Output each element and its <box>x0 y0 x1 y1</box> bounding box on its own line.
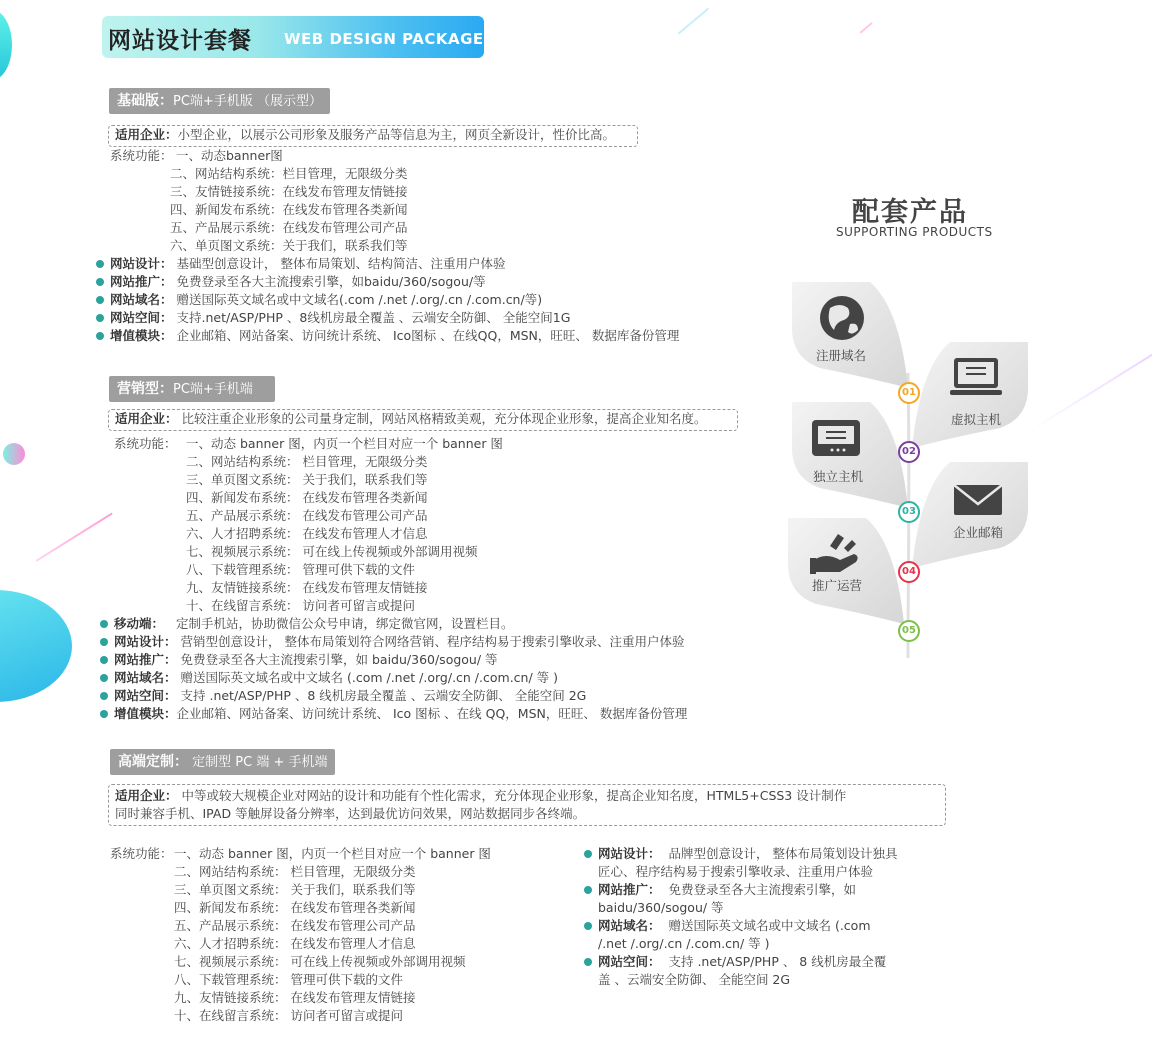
step-number: 02 <box>898 441 920 463</box>
bullet-label: 网站设计： <box>114 634 177 649</box>
function-item: 二、网站结构系统： 栏目管理，无限级分类 <box>186 454 428 469</box>
marketing-bullet <box>114 615 513 633</box>
basic-bullet <box>110 255 505 273</box>
marketing-bullet <box>114 669 558 687</box>
function-item: 三、单页图文系统： 关于我们，联系我们等 <box>174 882 416 897</box>
function-item: 一、动态banner图 <box>176 148 283 163</box>
bullet-text: 支持.net/ASP/PHP 、8线机房最全覆盖 、云端安全防御、 全能空间1G <box>176 310 571 325</box>
step-number: 01 <box>898 382 920 404</box>
function-item: 五、产品展示系统：在线发布管理公司产品 <box>170 220 408 235</box>
bullet-text: 定制手机站，协助微信公众号申请，绑定微官网，设置栏目。 <box>175 616 514 631</box>
bullet-label: 网站推广： <box>114 652 177 667</box>
bullet-text: 支持 .net/ASP/PHP 、8 线机房最全覆盖 、云端安全防御、 全能空间 2G <box>180 688 587 703</box>
basic-bullet <box>110 273 486 291</box>
product-label: 虚拟主机 <box>951 412 1002 427</box>
bullet-text: /.net /.org/.cn /.com.cn/ 等 ) <box>598 936 770 951</box>
function-item: 四、新闻发布系统： 在线发布管理各类新闻 <box>174 900 416 915</box>
bullet-label: 移动端： <box>114 616 165 631</box>
function-item: 五、产品展示系统： 在线发布管理公司产品 <box>174 918 416 933</box>
bullet-text: 企业邮箱、网站备案、访问统计系统、 Ico 图标 、在线 QQ，MSN，旺旺、 数据库备份管理 <box>176 706 688 721</box>
decor-line <box>1029 335 1152 432</box>
bullet-label: 网站推广： <box>598 882 661 897</box>
marketing-bullet <box>114 651 498 669</box>
basic-bullet <box>110 327 679 345</box>
function-item: 五、产品展示系统： 在线发布管理公司产品 <box>186 508 428 523</box>
suit-text: 小型企业，以展示公司形象及服务产品等信息为主，网页全新设计，性价比高。 <box>177 127 616 142</box>
suit-text: 同时兼容手机、IPAD 等触屏设备分辨率，达到最优访问效果，网站数据同步各终端。 <box>115 806 586 821</box>
bullet-text: 免费登录至各大主流搜索引擎，如baidu/360/sogou/等 <box>176 274 486 289</box>
function-item: 九、友情链接系统： 在线发布管理友情链接 <box>186 580 428 595</box>
function-item: 四、新闻发布系统：在线发布管理各类新闻 <box>170 202 408 217</box>
marketing-suitable-box <box>108 409 738 431</box>
function-item: 六、人才招聘系统： 在线发布管理人才信息 <box>186 526 428 541</box>
step-number: 03 <box>898 501 920 523</box>
custom-bullet <box>598 953 886 971</box>
bullet-label: 网站空间： <box>110 310 173 325</box>
custom-package-tag <box>110 749 335 775</box>
bullet-label: 增值模块： <box>110 328 173 343</box>
main-subtitle: WEB DESIGN PACKAGE <box>284 30 484 48</box>
bullet-text: 营销型创意设计， 整体布局策划符合网络营销、程序结构易于搜索引擎收录、注重用户体验 <box>180 634 685 649</box>
function-item: 一、动态 banner 图，内页一个栏目对应一个 banner 图 <box>174 846 491 861</box>
basic-suitable-box <box>108 125 638 147</box>
bullet-text: 赠送国际英文域名或中文域名 (.com /.net /.org/.cn /.com.cn/ 等 ) <box>180 670 558 685</box>
product-label: 独立主机 <box>813 469 864 484</box>
function-item: 六、人才招聘系统： 在线发布管理人才信息 <box>174 936 416 951</box>
marketing-bullet <box>114 687 586 705</box>
bullet-text: 企业邮箱、网站备案、访问统计系统、 Ico图标 、在线QQ，MSN，旺旺、 数据库备份管理 <box>176 328 680 343</box>
step-number: 04 <box>898 561 920 583</box>
decor-line <box>35 512 112 561</box>
decor-line <box>677 8 709 35</box>
function-item: 八、下载管理系统： 管理可供下载的文件 <box>174 972 403 987</box>
leaf <box>788 518 904 624</box>
bullet-text: baidu/360/sogou/ 等 <box>598 900 724 915</box>
function-item: 十、在线留言系统： 访问者可留言或提问 <box>174 1008 403 1023</box>
bullet-label: 网站空间： <box>598 954 661 969</box>
function-item: 十、在线留言系统： 访问者可留言或提问 <box>186 598 415 613</box>
custom-suitable-box <box>108 784 946 826</box>
suit-label: 适用企业： <box>115 788 178 803</box>
server-icon <box>812 420 860 456</box>
custom-bullet <box>598 845 897 863</box>
suit-text: 比较注重企业形象的公司量身定制，网站风格精致美观，充分体现企业形象，提高企业知名度。 <box>181 411 707 426</box>
mail-icon <box>954 485 1002 515</box>
tag-desc: 定制型 PC 端 + 手机端 <box>192 755 328 770</box>
func-label: 系统功能： <box>110 846 173 861</box>
function-item: 二、网站结构系统：栏目管理，无限级分类 <box>170 166 408 181</box>
bullet-label: 网站设计： <box>110 256 173 271</box>
marketing-bullet <box>114 633 684 651</box>
function-item: 一、动态 banner 图，内页一个栏目对应一个 banner 图 <box>186 436 503 451</box>
tag-desc: PC端+手机版 （展示型） <box>173 94 322 109</box>
function-item: 七、视频展示系统： 可在线上传视频或外部调用视频 <box>186 544 478 559</box>
basic-package-tag <box>109 88 330 114</box>
function-item: 六、单页图文系统：关于我们，联系我们等 <box>170 238 408 253</box>
bullet-label: 网站设计： <box>598 846 661 861</box>
bullet-label: 网站域名： <box>114 670 177 685</box>
decor-circle-large <box>0 590 72 702</box>
main-title-banner <box>102 16 484 58</box>
bullet-text: 赠送国际英文域名或中文域名 (.com <box>668 918 871 933</box>
suit-text: 中等或较大规模企业对网站的设计和功能有个性化需求，充分体现企业形象，提高企业知名度，HTML5+CSS3 设计制作 <box>181 788 847 803</box>
product-label: 企业邮箱 <box>953 525 1004 540</box>
function-item: 三、友情链接系统：在线发布管理友情链接 <box>170 184 408 199</box>
bullet-label: 网站域名： <box>110 292 173 307</box>
bullet-label: 网站域名： <box>598 918 661 933</box>
basic-bullet <box>110 309 570 327</box>
bullet-text: 支持 .net/ASP/PHP 、 8 线机房最全覆 <box>668 954 887 969</box>
tag-desc: PC端+手机端 <box>173 382 253 397</box>
products-title: 配套产品 <box>852 197 968 228</box>
marketing-package-tag <box>109 376 275 402</box>
marketing-bullet <box>114 705 687 723</box>
func-label: 系统功能： <box>110 148 173 163</box>
step-number: 05 <box>898 620 920 642</box>
function-item: 八、下载管理系统： 管理可供下载的文件 <box>186 562 415 577</box>
tag-name: 基础版： <box>117 93 173 109</box>
bullet-text: 匠心、程序结构易于搜索引擎收录、注重用户体验 <box>598 864 874 879</box>
custom-bullet <box>598 917 871 935</box>
decor-circle-top <box>0 10 12 80</box>
suit-label: 适用企业： <box>115 127 178 142</box>
bullet-text: 品牌型创意设计， 整体布局策划设计独具 <box>668 846 898 861</box>
bullet-text: 免费登录至各大主流搜索引擎，如 <box>668 882 856 897</box>
product-label: 注册域名 <box>816 348 867 363</box>
function-item: 九、友情链接系统： 在线发布管理友情链接 <box>174 990 416 1005</box>
bullet-text: 基础型创意设计， 整体布局策划、结构简洁、注重用户体验 <box>176 256 506 271</box>
bullet-label: 网站空间： <box>114 688 177 703</box>
function-item: 七、视频展示系统： 可在线上传视频或外部调用视频 <box>174 954 466 969</box>
decor-ball <box>3 443 25 465</box>
main-title: 网站设计套餐 <box>108 28 252 54</box>
function-item: 三、单页图文系统： 关于我们，联系我们等 <box>186 472 428 487</box>
decor-line <box>859 22 873 34</box>
bullet-text: 免费登录至各大主流搜索引擎，如 baidu/360/sogou/ 等 <box>180 652 498 667</box>
func-label: 系统功能： <box>114 436 177 451</box>
bullet-label: 增值模块： <box>114 706 177 721</box>
suit-label: 适用企业： <box>115 411 178 426</box>
function-item: 二、网站结构系统： 栏目管理，无限级分类 <box>174 864 416 879</box>
custom-bullet <box>598 881 856 899</box>
basic-bullet <box>110 291 542 309</box>
bullet-text: 赠送国际英文域名或中文域名(.com /.net /.org/.cn /.com.cn/等) <box>176 292 543 307</box>
function-item: 四、新闻发布系统： 在线发布管理各类新闻 <box>186 490 428 505</box>
bullet-text: 盖 、云端安全防御、 全能空间 2G <box>598 972 791 987</box>
bullet-label: 网站推广： <box>110 274 173 289</box>
products-subtitle: SUPPORTING PRODUCTS <box>836 225 993 239</box>
globe-icon <box>820 296 864 340</box>
product-label: 推广运营 <box>812 578 863 593</box>
tag-name: 营销型： <box>117 381 173 397</box>
tag-name: 高端定制： <box>118 754 188 770</box>
